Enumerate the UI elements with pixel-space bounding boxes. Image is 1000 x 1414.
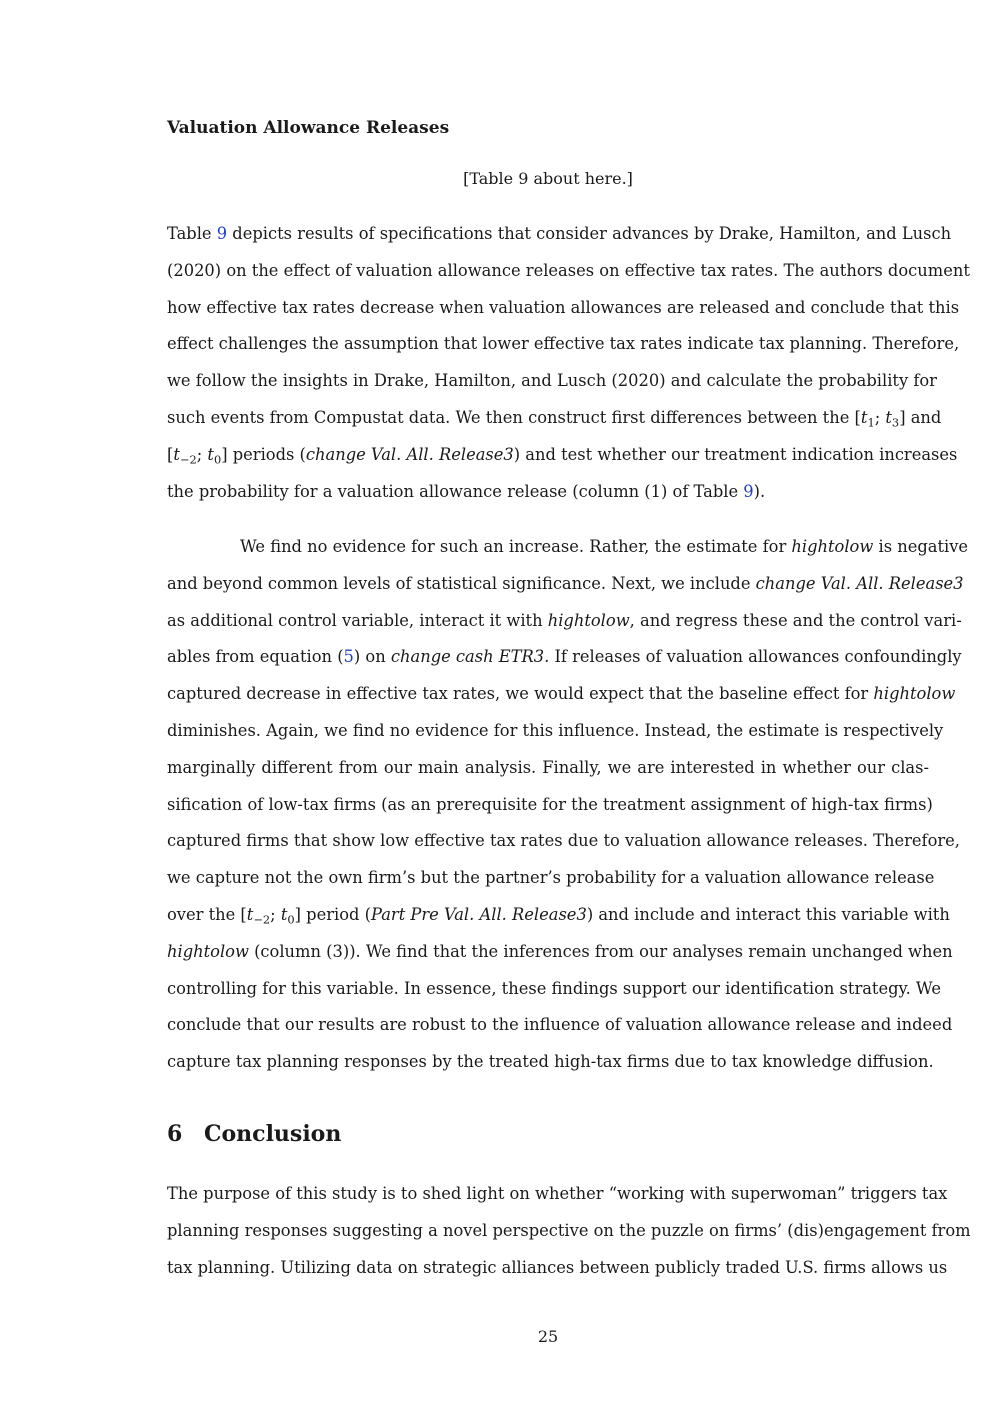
text-line: controlling for this variable. In essence, these findings support our identification strategy. We bbox=[167, 978, 941, 998]
italic-term: t bbox=[207, 444, 214, 464]
subsection-title: Valuation Allowance Releases bbox=[167, 118, 450, 138]
page-number: 25 bbox=[537, 1327, 559, 1346]
italic-term: hightolow bbox=[167, 941, 249, 961]
paragraph-2 bbox=[167, 529, 969, 1081]
table-placeholder: [Table 9 about here.] bbox=[463, 169, 633, 188]
subscript: 3 bbox=[891, 415, 900, 430]
text-line: planning responses suggesting a novel perspective on the puzzle on firms’ (dis)engagement from bbox=[167, 1220, 971, 1240]
italic-term: t bbox=[280, 904, 288, 924]
text-line: we follow the insights in Drake, Hamilton, and Lusch (2020) and calculate the probability for bbox=[167, 371, 937, 391]
italic-term: t bbox=[246, 904, 254, 924]
subscript: −2 bbox=[253, 912, 271, 927]
text-line: [$t_{-2}$; $t_0$] periods (change Val. All. Release3) and test whether our treatment indication increases bbox=[167, 444, 958, 467]
text-line: hightolow (column (3)). We find that the inferences from our analyses remain unchanged when bbox=[167, 941, 953, 961]
text-line: The purpose of this study is to shed light on whether “working with superwoman” triggers tax bbox=[167, 1184, 948, 1203]
text-line: marginally different from our main analysis. Finally, we are interested in whether our clas- bbox=[167, 757, 929, 777]
text-line: We find no evidence for such an increase. Rather, the estimate for hightolow is negative bbox=[240, 537, 969, 556]
text-line: ables from equation (5) on change cash ETR3. If releases of valuation allowances confoundingly bbox=[167, 647, 962, 667]
italic-term: hightolow bbox=[791, 537, 874, 556]
text-line: Table 9 depicts results of specifications that consider advances by Drake, Hamilton, and Lusch bbox=[167, 224, 952, 243]
text-line: tax planning. Utilizing data on strategic alliances between publicly traded U.S. firms allows us bbox=[167, 1257, 948, 1277]
italic-term: change cash ETR3. bbox=[390, 647, 550, 667]
section-number: 6 bbox=[167, 1121, 183, 1147]
text-line: such events from Compustat data. We then construct first differences between the [$t_1$; $t_3$] and bbox=[167, 407, 942, 430]
subscript: −2 bbox=[179, 452, 197, 467]
text-line: over the [$t_{-2}$; $t_0$] period (Part Pre Val. All. Release3) and include and interact this variable with bbox=[167, 904, 950, 927]
text-line: capture tax planning responses by the treated high-tax firms due to tax knowledge diffusion. bbox=[167, 1052, 934, 1072]
italic-term: hightolow bbox=[873, 684, 956, 704]
paragraph-3 bbox=[167, 1176, 971, 1286]
italic-term: change Val. All. Release3 bbox=[305, 444, 514, 464]
text-line: the probability for a valuation allowance release (column (1) of Table 9). bbox=[167, 481, 766, 501]
section-heading bbox=[167, 1121, 341, 1147]
text-line: conclude that our results are robust to the influence of valuation allowance release and indeed bbox=[167, 1015, 953, 1035]
italic-term: t bbox=[173, 444, 180, 464]
text-line: sification of low-tax firms (as an prerequisite for the treatment assignment of high-tax firms) bbox=[167, 794, 933, 814]
text-line: diminishes. Again, we find no evidence for this influence. Instead, the estimate is respectively bbox=[167, 720, 944, 740]
subscript: 1 bbox=[867, 415, 875, 430]
text-line: as additional control variable, interact it with hightolow, and regress these and the control vari- bbox=[167, 610, 962, 630]
text-line: we capture not the own firm’s but the partner’s probability for a valuation allowance release bbox=[167, 868, 935, 888]
section-title: Conclusion bbox=[204, 1121, 342, 1147]
paragraph-1 bbox=[167, 216, 970, 510]
text-line: and beyond common levels of statistical significance. Next, we include change Val. All. Release3 bbox=[167, 573, 964, 593]
text-line: (2020) on the effect of valuation allowance releases on effective tax rates. The authors document bbox=[167, 260, 970, 280]
italic-term: Part Pre Val. All. Release3 bbox=[370, 904, 587, 924]
cross-reference-link[interactable]: 5 bbox=[343, 647, 354, 667]
text-line: captured decrease in effective tax rates, we would expect that the baseline effect for hightolow bbox=[167, 684, 956, 704]
text-line: captured firms that show low effective tax rates due to valuation allowance releases. Therefore, bbox=[167, 831, 960, 851]
italic-term: hightolow bbox=[547, 610, 630, 630]
subscript: 0 bbox=[213, 452, 222, 467]
cross-reference-link[interactable]: 9 bbox=[743, 481, 754, 501]
cross-reference-link[interactable]: 9 bbox=[216, 224, 228, 243]
text-line: effect challenges the assumption that lower effective tax rates indicate tax planning. Therefore, bbox=[167, 334, 960, 354]
text-line: how effective tax rates decrease when valuation allowances are released and conclude that this bbox=[167, 297, 960, 317]
italic-term: change Val. All. Release3 bbox=[755, 573, 964, 593]
italic-term: t bbox=[885, 407, 892, 427]
subscript: 0 bbox=[287, 912, 295, 927]
italic-term: t bbox=[860, 407, 868, 427]
